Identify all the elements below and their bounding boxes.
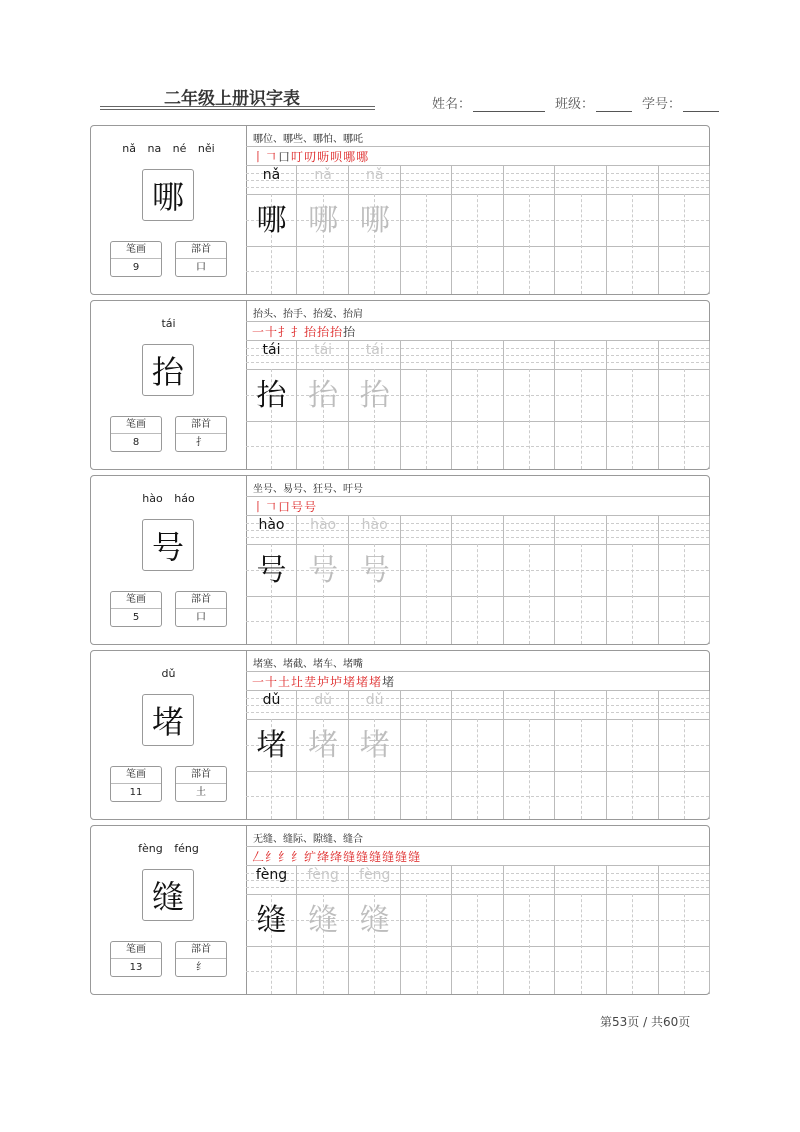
stroke-step: 𠃋 — [252, 850, 266, 864]
practice-panel — [246, 476, 709, 644]
writing-cell[interactable] — [349, 341, 400, 469]
char-info-panel — [91, 126, 247, 294]
stroke-step: 哪 — [343, 150, 357, 164]
writing-cell[interactable] — [246, 516, 297, 644]
stroke-count-box — [110, 241, 162, 277]
radical-value: 口 — [196, 612, 206, 623]
radical-box — [175, 941, 227, 977]
practice-pinyin: nǎ — [262, 167, 281, 183]
stroke-step: 缝 — [369, 850, 383, 864]
writing-cell[interactable] — [298, 866, 349, 994]
writing-cell[interactable] — [401, 341, 452, 469]
writing-cell[interactable] — [401, 866, 452, 994]
character-card — [90, 300, 710, 470]
writing-cell[interactable] — [349, 866, 400, 994]
title-underline-2 — [100, 109, 375, 110]
stroke-count-label: 笔画 — [111, 417, 161, 434]
stroke-step: 缝 — [356, 850, 370, 864]
writing-cell[interactable] — [504, 341, 555, 469]
info-field-0[interactable] — [432, 93, 545, 112]
stroke-step: 堵 — [369, 675, 383, 689]
practice-character: 缝 — [359, 903, 390, 938]
stroke-count-label: 笔画 — [111, 242, 161, 259]
info-field-blank[interactable] — [473, 97, 545, 112]
stroke-order — [252, 848, 421, 865]
stroke-step: 十 — [265, 325, 279, 339]
divider — [246, 146, 709, 147]
word-examples: 抬头、抬手、抬爱、抬肩 — [253, 309, 363, 320]
writing-cell[interactable] — [298, 166, 349, 294]
writing-cell[interactable] — [504, 516, 555, 644]
practice-pinyin: dǔ — [314, 692, 332, 708]
student-info-fields — [432, 93, 729, 112]
practice-character: 哪 — [359, 203, 390, 238]
writing-cell[interactable] — [556, 166, 607, 294]
radical-label: 部首 — [176, 767, 226, 784]
writing-cell[interactable] — [607, 866, 658, 994]
stroke-step: 纟 — [278, 850, 292, 864]
stroke-step: 叨 — [304, 150, 318, 164]
pinyin-readings: fèng féng — [138, 842, 199, 855]
stroke-step: 十 — [265, 675, 279, 689]
writing-cell[interactable] — [504, 691, 555, 819]
stroke-step: 扌 — [291, 325, 305, 339]
main-character: 抬 — [142, 344, 194, 396]
radical-box — [175, 241, 227, 277]
stroke-step: 绛 — [317, 850, 331, 864]
stroke-order — [252, 148, 369, 165]
radical-value: 土 — [196, 787, 206, 798]
pinyin-readings: nǎ na né něi — [122, 142, 215, 155]
practice-pinyin: hào — [258, 517, 285, 533]
radical-value: 口 — [196, 262, 206, 273]
divider — [246, 671, 709, 672]
writing-grid — [246, 866, 709, 994]
stroke-order — [252, 498, 317, 515]
writing-cell[interactable] — [298, 341, 349, 469]
stroke-step: 圵 — [291, 675, 305, 689]
main-character: 号 — [142, 519, 194, 571]
practice-pinyin: nǎ — [365, 167, 384, 183]
page-number: 第53页 / 共60页 — [600, 1015, 691, 1029]
stroke-step: 口 — [278, 150, 292, 164]
writing-cell[interactable] — [607, 166, 658, 294]
practice-character: 抬 — [256, 378, 287, 413]
writing-cell[interactable] — [452, 516, 503, 644]
stroke-step: 纟 — [265, 850, 279, 864]
char-info-panel — [91, 826, 247, 994]
stroke-count-box — [110, 591, 162, 627]
writing-cell[interactable] — [246, 166, 297, 294]
writing-cell[interactable] — [607, 516, 658, 644]
pinyin-readings: tái — [161, 317, 176, 330]
char-info-panel — [91, 301, 247, 469]
main-character: 缝 — [142, 869, 194, 921]
writing-cell[interactable] — [349, 691, 400, 819]
stroke-count-box — [110, 416, 162, 452]
main-character: 堵 — [142, 694, 194, 746]
writing-grid — [246, 691, 709, 819]
stroke-count-box — [110, 766, 162, 802]
practice-pinyin: tái — [262, 342, 281, 358]
word-examples: 堵塞、堵截、堵车、堵嘴 — [253, 659, 363, 670]
writing-cell[interactable] — [246, 866, 297, 994]
stroke-step: 抬 — [304, 325, 318, 339]
stroke-step: 抬 — [330, 325, 344, 339]
stroke-count-box — [110, 941, 162, 977]
divider — [246, 846, 709, 847]
stroke-step: 纩 — [304, 850, 318, 864]
practice-pinyin: fèng — [307, 867, 339, 883]
page-title: 二年级上册识字表 — [164, 89, 300, 109]
character-card — [90, 825, 710, 995]
stroke-step: 丨 — [252, 500, 266, 514]
stroke-step: 土 — [278, 675, 292, 689]
practice-character: 抬 — [308, 378, 339, 413]
character-card — [90, 475, 710, 645]
stroke-step: 一 — [252, 325, 266, 339]
stroke-count-label: 笔画 — [111, 592, 161, 609]
radical-value: 扌 — [196, 437, 206, 448]
char-info-panel — [91, 476, 247, 644]
practice-character: 缝 — [256, 903, 287, 938]
practice-character: 号 — [308, 553, 339, 588]
stroke-step: 扌 — [278, 325, 292, 339]
stroke-step: 口 — [278, 500, 292, 514]
writing-cell[interactable] — [659, 166, 710, 294]
writing-grid — [246, 166, 709, 294]
writing-grid — [246, 341, 709, 469]
radical-label: 部首 — [176, 417, 226, 434]
stroke-step: 堵 — [356, 675, 370, 689]
practice-character: 哪 — [256, 203, 287, 238]
writing-cell[interactable] — [401, 691, 452, 819]
practice-panel — [246, 301, 709, 469]
writing-cell[interactable] — [504, 866, 555, 994]
practice-character: 堵 — [359, 728, 390, 763]
pinyin-readings: hào háo — [142, 492, 195, 505]
writing-cell[interactable] — [349, 516, 400, 644]
radical-value: 纟 — [196, 962, 206, 973]
stroke-step: 一 — [252, 675, 266, 689]
radical-box — [175, 766, 227, 802]
practice-character: 抬 — [359, 378, 390, 413]
character-card — [90, 650, 710, 820]
writing-cell[interactable] — [659, 866, 710, 994]
stroke-step: 垆 — [317, 675, 331, 689]
stroke-step: 堵 — [382, 675, 396, 689]
writing-cell[interactable] — [452, 866, 503, 994]
stroke-step: 呖 — [317, 150, 331, 164]
writing-cell[interactable] — [401, 166, 452, 294]
practice-panel — [246, 826, 709, 994]
info-field-blank[interactable] — [683, 97, 719, 112]
stroke-step: 纟 — [291, 850, 305, 864]
practice-pinyin: hào — [310, 517, 337, 533]
pinyin-readings: dǔ — [161, 667, 176, 680]
writing-cell[interactable] — [452, 341, 503, 469]
practice-pinyin: dǔ — [365, 692, 384, 708]
character-card — [90, 125, 710, 295]
writing-cell[interactable] — [298, 516, 349, 644]
writing-cell[interactable] — [607, 341, 658, 469]
stroke-step: 呗 — [330, 150, 344, 164]
writing-cell[interactable] — [556, 691, 607, 819]
stroke-count-value: 8 — [132, 437, 140, 448]
writing-cell[interactable] — [349, 166, 400, 294]
stroke-step: 绛 — [330, 850, 344, 864]
writing-cell[interactable] — [246, 691, 297, 819]
main-character: 哪 — [142, 169, 194, 221]
char-info-panel — [91, 651, 247, 819]
practice-character: 缝 — [308, 903, 339, 938]
info-field-1[interactable] — [555, 93, 632, 112]
info-field-2[interactable] — [642, 93, 719, 112]
stroke-step: 坓 — [304, 675, 318, 689]
practice-pinyin: tái — [365, 342, 384, 358]
info-field-label: 学号： — [642, 97, 682, 112]
stroke-count-value: 11 — [129, 787, 143, 798]
stroke-count-value: 5 — [132, 612, 140, 623]
stroke-order — [252, 323, 356, 340]
practice-pinyin: fèng — [255, 867, 288, 883]
practice-character: 号 — [256, 553, 287, 588]
writing-cell[interactable] — [452, 691, 503, 819]
stroke-step: 缝 — [408, 850, 422, 864]
writing-grid — [246, 516, 709, 644]
radical-label: 部首 — [176, 942, 226, 959]
practice-character: 堵 — [308, 728, 339, 763]
writing-cell[interactable] — [659, 516, 710, 644]
stroke-step: 抬 — [343, 325, 357, 339]
writing-cell[interactable] — [401, 516, 452, 644]
stroke-step: 缝 — [343, 850, 357, 864]
stroke-step: 缝 — [382, 850, 396, 864]
stroke-step: 缝 — [395, 850, 409, 864]
stroke-step: 抬 — [317, 325, 331, 339]
writing-cell[interactable] — [556, 341, 607, 469]
stroke-step: 号 — [304, 500, 318, 514]
info-field-label: 班级： — [555, 97, 595, 112]
practice-pinyin: hào — [361, 517, 388, 533]
writing-cell[interactable] — [659, 691, 710, 819]
practice-character: 哪 — [308, 203, 339, 238]
info-field-label: 姓名： — [432, 97, 472, 112]
practice-pinyin: dǔ — [262, 692, 281, 708]
writing-cell[interactable] — [607, 691, 658, 819]
stroke-step: 号 — [291, 500, 305, 514]
stroke-step: 𠃍 — [265, 150, 279, 164]
stroke-step: 𠃍 — [265, 500, 279, 514]
info-field-blank[interactable] — [596, 97, 632, 112]
practice-character: 号 — [359, 553, 390, 588]
practice-panel — [246, 126, 709, 294]
title-underline — [100, 106, 375, 107]
stroke-step: 叮 — [291, 150, 305, 164]
radical-label: 部首 — [176, 592, 226, 609]
radical-label: 部首 — [176, 242, 226, 259]
radical-box — [175, 591, 227, 627]
stroke-order — [252, 673, 395, 690]
word-examples: 哪位、哪些、哪怕、哪吒 — [253, 134, 363, 145]
practice-pinyin: nǎ — [314, 167, 332, 183]
stroke-step: 堵 — [343, 675, 357, 689]
practice-panel — [246, 651, 709, 819]
divider — [246, 496, 709, 497]
practice-pinyin: tái — [314, 342, 333, 358]
writing-cell[interactable] — [298, 691, 349, 819]
practice-character: 堵 — [256, 728, 287, 763]
stroke-count-label: 笔画 — [111, 767, 161, 784]
writing-cell[interactable] — [556, 516, 607, 644]
divider — [246, 321, 709, 322]
stroke-step: 哪 — [356, 150, 370, 164]
stroke-count-value: 13 — [129, 962, 143, 973]
writing-cell[interactable] — [556, 866, 607, 994]
writing-cell[interactable] — [659, 341, 710, 469]
practice-pinyin: fèng — [359, 867, 391, 883]
radical-box — [175, 416, 227, 452]
writing-cell[interactable] — [504, 166, 555, 294]
writing-cell[interactable] — [452, 166, 503, 294]
stroke-count-value: 9 — [132, 262, 140, 273]
word-examples: 无缝、缝际、隙缝、缝合 — [253, 834, 363, 845]
word-examples: 坐号、易号、狂号、吁号 — [253, 484, 363, 495]
writing-cell[interactable] — [246, 341, 297, 469]
stroke-count-label: 笔画 — [111, 942, 161, 959]
stroke-step: 垆 — [330, 675, 344, 689]
stroke-step: 丨 — [252, 150, 266, 164]
